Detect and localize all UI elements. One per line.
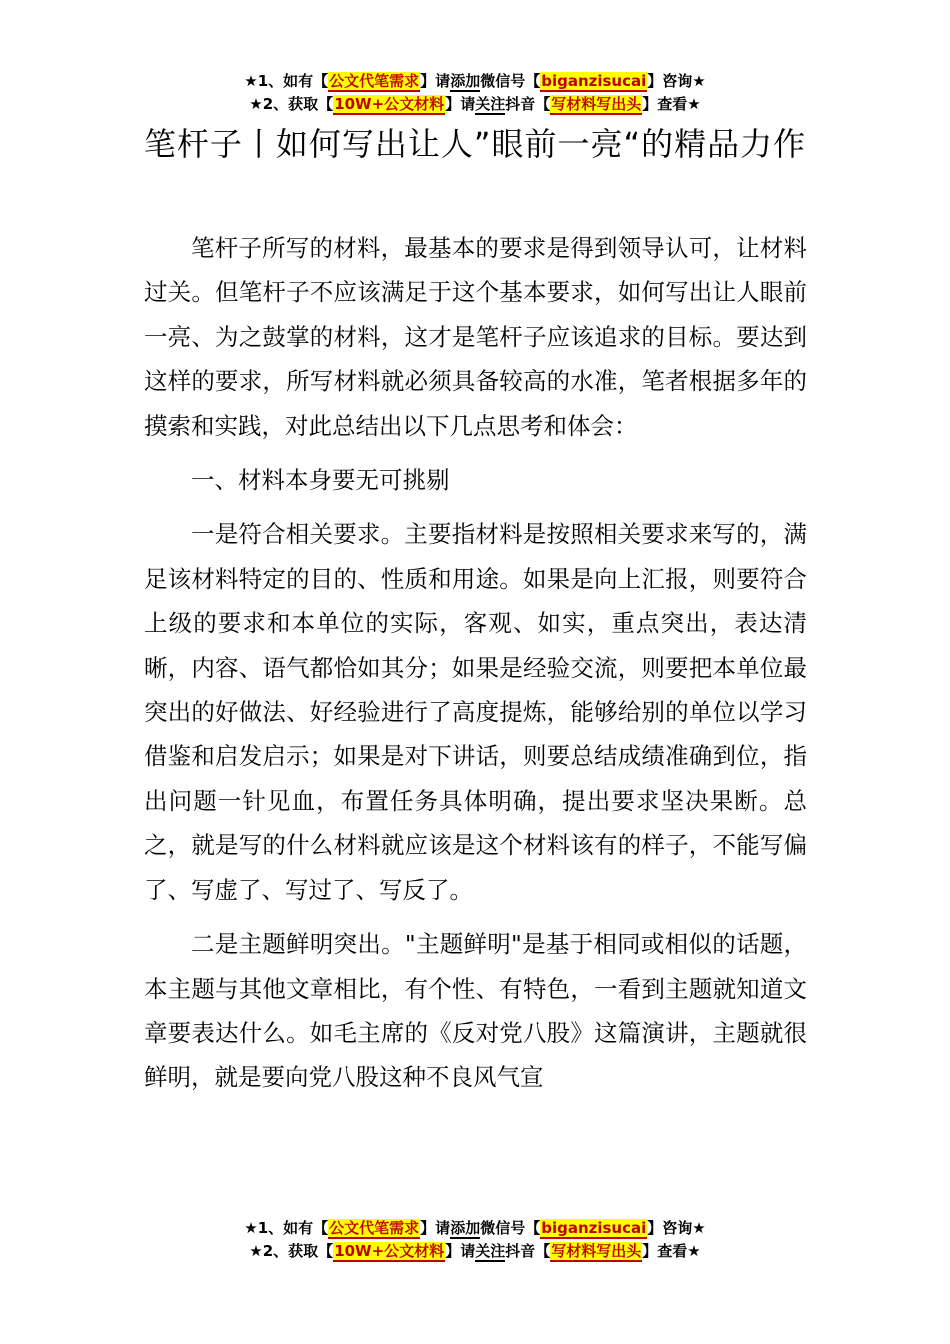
- promo-highlight-wechat-id: biganzisucai: [541, 72, 647, 90]
- promo-text: 微信号【: [480, 1219, 541, 1237]
- promo-highlight-wechat-id: biganzisucai: [541, 1219, 647, 1237]
- promo-text: ★1、如有【: [244, 72, 329, 90]
- promo-text: 】咨询★: [647, 72, 706, 90]
- promo-line-1: [0, 70, 950, 93]
- document-title: 笔杆子丨如何写出让人”眼前一亮“的精品力作: [143, 125, 807, 163]
- promo-underlined-text: 添加: [450, 1219, 481, 1237]
- section-heading-1: 一、材料本身要无可挑剔: [191, 466, 450, 495]
- promo-text: 】请: [445, 1242, 476, 1260]
- promo-text: 微信号【: [480, 72, 541, 90]
- promo-text: 】请: [445, 95, 476, 113]
- promo-highlight-service: 公文代笔需求: [329, 72, 420, 90]
- promo-underlined-text: 关注: [475, 1242, 506, 1260]
- document-body: [144, 226, 807, 1110]
- paragraph-point-2: 二是主题鲜明突出。"主题鲜明"是基于相同或相似的话题，本主题与其他文章相比，有个性、有特色，一看到主题就知道文章要表达什么。如毛主席的《反对党八股》这篇演讲，主题就很鲜明，就是要向党八股这种不良风气宣: [144, 930, 807, 1092]
- promo-text: 抖音【: [505, 1242, 551, 1260]
- promo-banner-bottom: [0, 1217, 950, 1263]
- promo-text: 】咨询★: [647, 1219, 706, 1237]
- promo-highlight-materials: 10W+公文材料: [334, 95, 445, 113]
- promo-line-2: [0, 93, 950, 116]
- promo-highlight-douyin-id: 写材料写出头: [551, 1242, 642, 1260]
- promo-highlight-materials: 10W+公文材料: [334, 1242, 445, 1260]
- promo-text: ★2、获取【: [249, 1242, 334, 1260]
- promo-text: 】查看★: [642, 1242, 701, 1260]
- paragraph-intro: 笔杆子所写的材料，最基本的要求是得到领导认可，让材料过关。但笔杆子不应该满足于这个基本要求，如何写出让人眼前一亮、为之鼓掌的材料，这才是笔杆子应该追求的目标。要达到这样的要求，所写材料就必须具备较高的水准，笔者根据多年的摸索和实践，对此总结出以下几点思考和体会：: [144, 234, 807, 440]
- promo-text: ★2、获取【: [249, 95, 334, 113]
- promo-highlight-service: 公文代笔需求: [329, 1219, 420, 1237]
- promo-text: ★1、如有【: [244, 1219, 329, 1237]
- promo-text: 抖音【: [505, 95, 551, 113]
- promo-underlined-text: 添加: [450, 72, 481, 90]
- promo-underlined-text: 关注: [475, 95, 506, 113]
- promo-text: 】请: [420, 72, 451, 90]
- promo-highlight-douyin-id: 写材料写出头: [551, 95, 642, 113]
- promo-line-2: [0, 1240, 950, 1263]
- promo-text: 】请: [420, 1219, 451, 1237]
- promo-banner-top: [0, 70, 950, 116]
- promo-line-1: [0, 1217, 950, 1240]
- paragraph-point-1: 一是符合相关要求。主要指材料是按照相关要求来写的，满足该材料特定的目的、性质和用途。如果是向上汇报，则要符合上级的要求和本单位的实际，客观、如实，重点突出，表达清晰，内容、语气都恰如其分；如果是经验交流，则要把本单位最突出的好做法、好经验进行了高度提炼，能够给别的单位以学习借鉴和启发启示；如果是对下讲话，则要总结成绩准确到位，指出问题一针见血，布置任务具体明确，提出要求坚决果断。总之，就是写的什么材料就应该是这个材料该有的样子，不能写偏了、写虚了、写过了、写反了。: [144, 520, 807, 904]
- promo-text: 】查看★: [642, 95, 701, 113]
